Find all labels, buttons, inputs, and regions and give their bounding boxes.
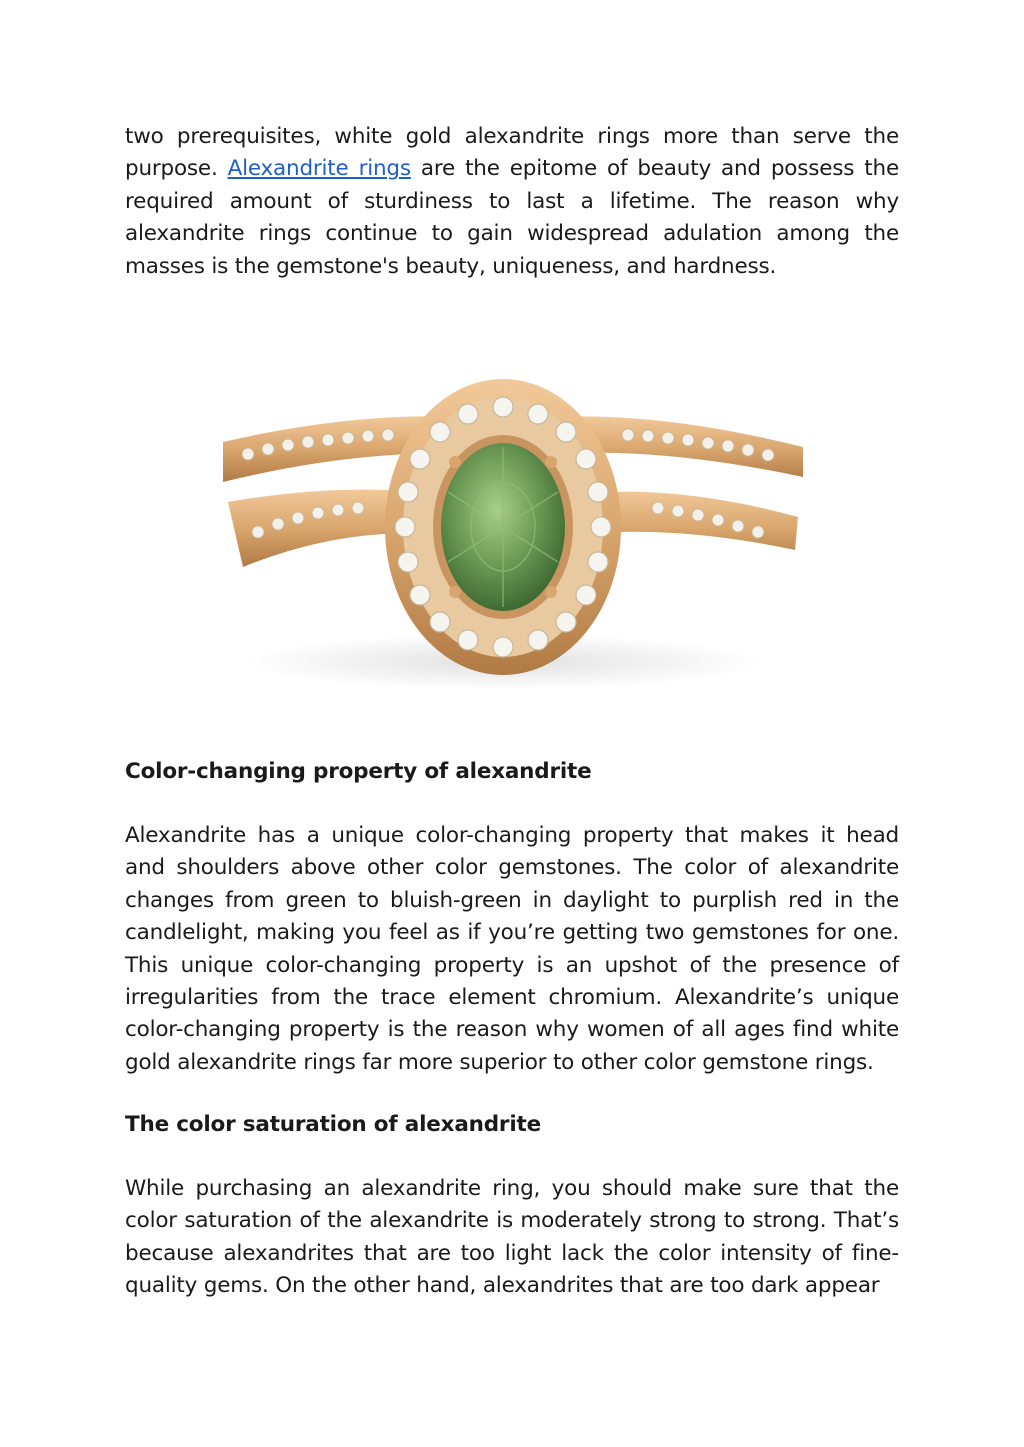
section-heading: Color-changing property of alexandrite: [125, 759, 592, 784]
section-body: Alexandrite has a unique color-changing property that makes it head and shoulders above other color gemstones. The color of alexandrite changes from green to bluish-green in daylight to purplish red in the candlelight, making you feel as if you’re getting two gemstones for one. This unique color-changing property is an upshot of the presence of irregularities from the trace element chromium. Alexandrite’s unique color-changing property is the reason why women of all ages find white gold alexandrite rings far more superior to other color gemstone rings.: [125, 823, 899, 1075]
section-heading: The color saturation of alexandrite: [125, 1112, 541, 1137]
intro-paragraph: [125, 121, 899, 283]
intro-text-after: are the epitome of beauty and possess the required amount of sturdiness to last a lifetime. The reason why alexandrite rings continue to gain widespread adulation among the masses is the gemstone's beauty, uniqueness, and hardness.: [125, 156, 899, 279]
ring-illustration: [203, 372, 813, 702]
ring-image: [203, 372, 813, 702]
intro-text-before: two prerequisites, white gold alexandrite rings more than serve the purpose.: [125, 124, 899, 182]
alexandrite-rings-link[interactable]: Alexandrite rings: [227, 156, 411, 182]
document-page: [125, 121, 899, 283]
section-body: While purchasing an alexandrite ring, you should make sure that the color saturation of the alexandrite is moderately strong to strong. That’s because alexandrites that are too light lack the color intensity of fine-quality gems. On the other hand, alexandrites that are too dark appear: [125, 1176, 899, 1299]
